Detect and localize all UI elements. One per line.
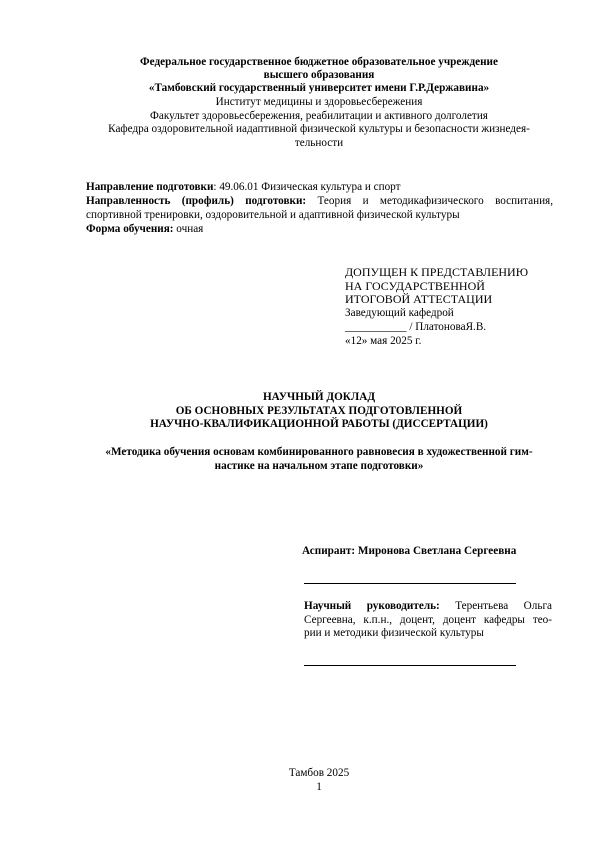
supervisor-value-1: Терентьева Ольга [439,600,553,612]
approval-date: «12» мая 2025 г. [345,335,422,347]
supervisor-line-1 [304,600,552,613]
profile-value: Теория и методикафизического воспитания, [317,195,553,207]
faculty-name: Факультет здоровьесбережения, реабилитации и активного долголетия [150,110,488,122]
report-title-1: НАУЧНЫЙ ДОКЛАД [262,391,376,403]
header-line-2: высшего образования [263,69,375,81]
aspirant-name: Аспирант: Миронова Светлана Сергеевна [302,545,517,557]
institute-name: Институт медицины и здоровьесбережения [215,96,423,108]
approval-line-1: ДОПУЩЕН К ПРЕДСТАВЛЕНИЮ [345,265,529,279]
direction-label: Направление подготовки [86,181,214,193]
supervisor-signature-line [304,665,516,666]
aspirant-signature-line [304,583,516,584]
form-label: Форма обучения: [86,223,174,235]
page-number: 1 [316,781,322,793]
form-line [86,223,203,236]
form-value: очная [173,223,204,235]
report-title-3: НАУЧНО-КВАЛИФИКАЦИОННОЙ РАБОТЫ (ДИССЕРТАЦИИ) [150,418,488,430]
profile-line-1 [86,195,553,208]
approval-line-3: ИТОГОВОЙ АТТЕСТАЦИИ [345,292,493,306]
header-line-1: Федеральное государственное бюджетное образовательное учреждение [140,56,498,68]
direction-line [86,181,401,194]
topic-line-1: «Методика обучения основам комбинированного равновесия в художественной гим- [105,446,533,458]
city-year: Тамбов 2025 [288,767,350,779]
supervisor-line-2: Сергеевна, к.п.н., доцент, доцент кафедры тео- [304,614,552,626]
department-name-cont: тельности [294,137,344,149]
profile-label: Направленность (профиль) подготовки: [86,195,307,207]
department-name: Кафедра оздоровительной иадаптивной физической культуры и безопасности жизнедея- [108,123,530,135]
supervisor-line-3: рии и методики физической культуры [304,627,484,639]
direction-value: : 49.06.01 Физическая культура и спорт [213,181,401,193]
report-title-2: ОБ ОСНОВНЫХ РЕЗУЛЬТАТАХ ПОДГОТОВЛЕННОЙ [175,405,463,417]
university-name: «Тамбовский государственный университет имени Г.Р.Державина» [148,82,490,94]
topic-line-2: настике на начальном этапе подготовки» [214,460,424,472]
head-signature: ___________ / ПлатоноваЯ.В. [345,321,487,333]
approval-line-2: НА ГОСУДАРСТВЕННОЙ [345,279,485,293]
head-of-department: Заведующий кафедрой [345,307,454,319]
supervisor-label: Научный руководитель: [304,600,440,612]
profile-line-2: спортивной тренировки, оздоровительной и адаптивной физической культуры [86,209,460,221]
